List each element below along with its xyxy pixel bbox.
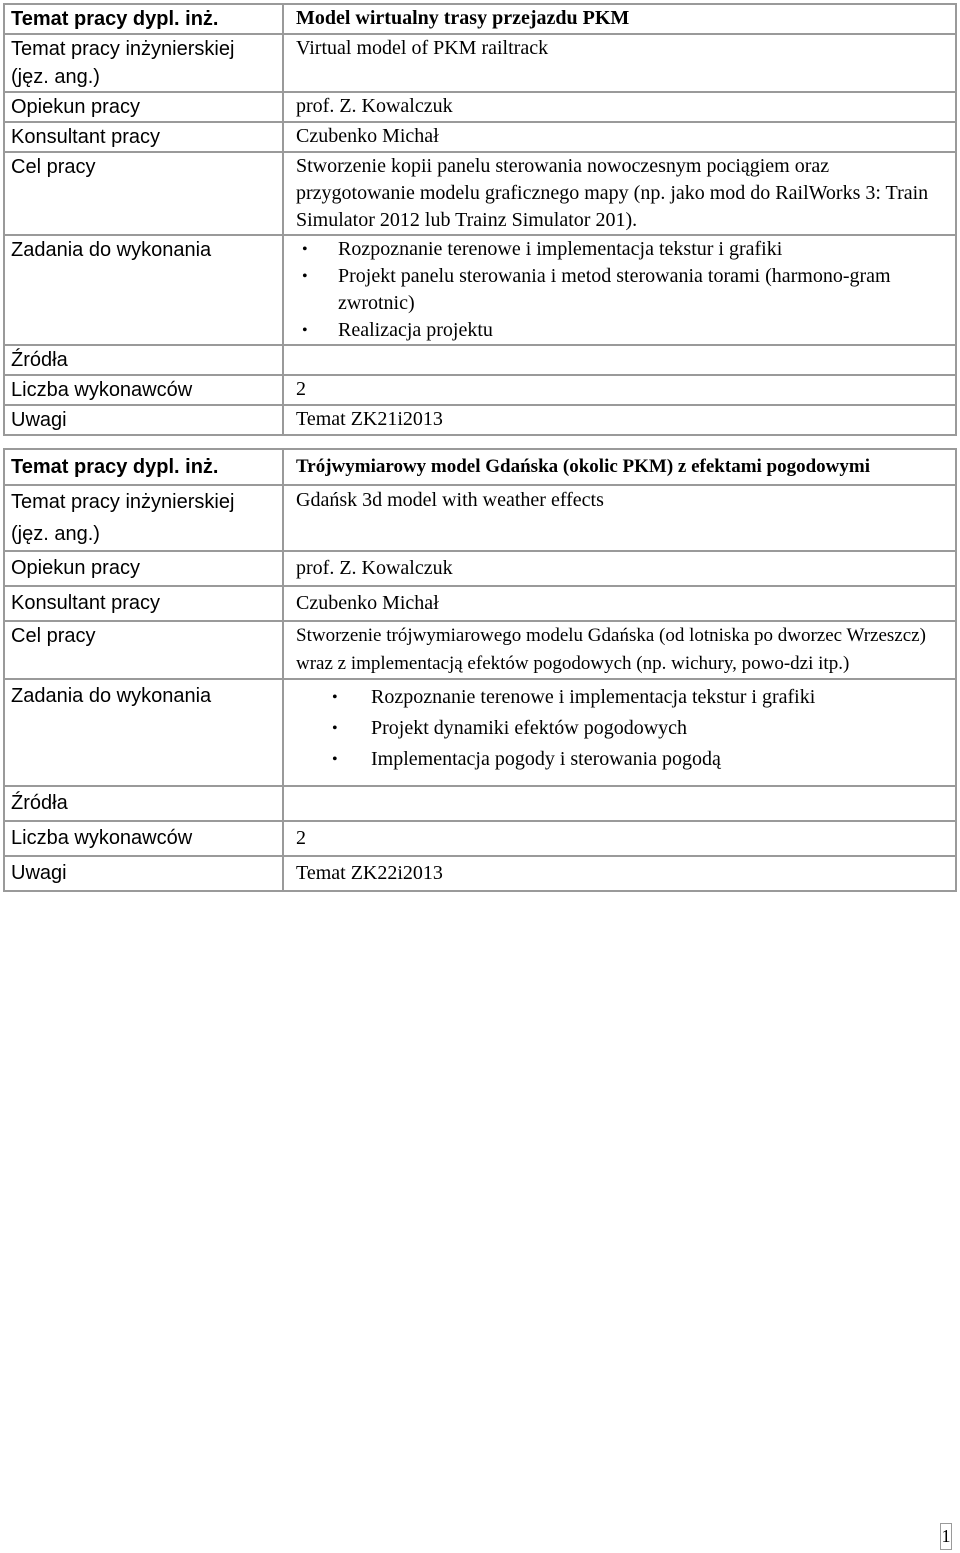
goal: Stworzenie kopii panelu sterowania nowoczesnym pociągiem oraz przygotowanie modelu graficznego mapy (np. jako mod do RailWorks 3: Train Simulator 2012 lub Trainz Simulator 201). [283,152,956,235]
row-tasks [4,235,956,345]
task-item: • Realizacja projektu [296,317,949,344]
consultant: Czubenko Michał [283,122,956,152]
tasks-cell [283,235,956,345]
label-title: Temat pracy dypl. inż. [4,4,283,34]
label-tasks: Zadania do wykonania [4,235,283,345]
task-item: • Implementacja pogody i sterowania pogodą [296,744,949,775]
task-item: • Projekt dynamiki efektów pogodowych [296,713,949,744]
row-sources [4,786,956,821]
label-count: Liczba wykonawców [4,821,283,856]
row-supervisor [4,92,956,122]
row-notes [4,405,956,435]
label-count: Liczba wykonawców [4,375,283,405]
tasks-list [296,682,949,775]
row-title-en [4,34,956,92]
label-title-en: Temat pracy inżynierskiej (jęz. ang.) [4,485,283,551]
label-goal: Cel pracy [4,621,283,679]
row-consultant [4,586,956,621]
row-title [4,4,956,34]
tasks-cell [283,679,956,786]
label-supervisor: Opiekun pracy [4,551,283,586]
row-sources [4,345,956,375]
sources [283,345,956,375]
label-consultant: Konsultant pracy [4,586,283,621]
notes: Temat ZK21i2013 [283,405,956,435]
label-goal: Cel pracy [4,152,283,235]
thesis-title-en: Virtual model of PKM railtrack [283,34,956,92]
tasks-list [296,236,949,344]
task-item: • Rozpoznanie terenowe i implementacja tekstur i grafiki [296,682,949,713]
sources [283,786,956,821]
label-notes: Uwagi [4,856,283,891]
topic-table-2 [3,448,957,892]
row-goal [4,152,956,235]
label-supervisor: Opiekun pracy [4,92,283,122]
label-notes: Uwagi [4,405,283,435]
row-count [4,821,956,856]
label-tasks: Zadania do wykonania [4,679,283,786]
label-consultant: Konsultant pracy [4,122,283,152]
row-count [4,375,956,405]
notes: Temat ZK22i2013 [283,856,956,891]
row-title-en [4,485,956,551]
row-title [4,449,956,485]
supervisor: prof. Z. Kowalczuk [283,551,956,586]
count: 2 [283,375,956,405]
thesis-title: Trójwymiarowy model Gdańska (okolic PKM) z efektami pogodowymi [283,449,956,485]
task-item: • Rozpoznanie terenowe i implementacja tekstur i grafiki [296,236,949,263]
label-sources: Źródła [4,345,283,375]
row-goal [4,621,956,679]
consultant: Czubenko Michał [283,586,956,621]
row-supervisor [4,551,956,586]
supervisor: prof. Z. Kowalczuk [283,92,956,122]
topic-table-1 [3,3,957,436]
count: 2 [283,821,956,856]
task-item: • Projekt panelu sterowania i metod sterowania torami (harmono-gram zwrotnic) [296,263,949,317]
thesis-title: Model wirtualny trasy przejazdu PKM [283,4,956,34]
label-title-en: Temat pracy inżynierskiej (jęz. ang.) [4,34,283,92]
row-consultant [4,122,956,152]
goal: Stworzenie trójwymiarowego modelu Gdańska (od lotniska po dworzec Wrzeszcz) wraz z implementacją efektów pogodowych (np. wichury, powo-dzi itp.) [283,621,956,679]
row-tasks [4,679,956,786]
label-sources: Źródła [4,786,283,821]
page-number: 1 [940,1523,952,1550]
label-title: Temat pracy dypl. inż. [4,449,283,485]
thesis-title-en: Gdańsk 3d model with weather effects [283,485,956,551]
row-notes [4,856,956,891]
